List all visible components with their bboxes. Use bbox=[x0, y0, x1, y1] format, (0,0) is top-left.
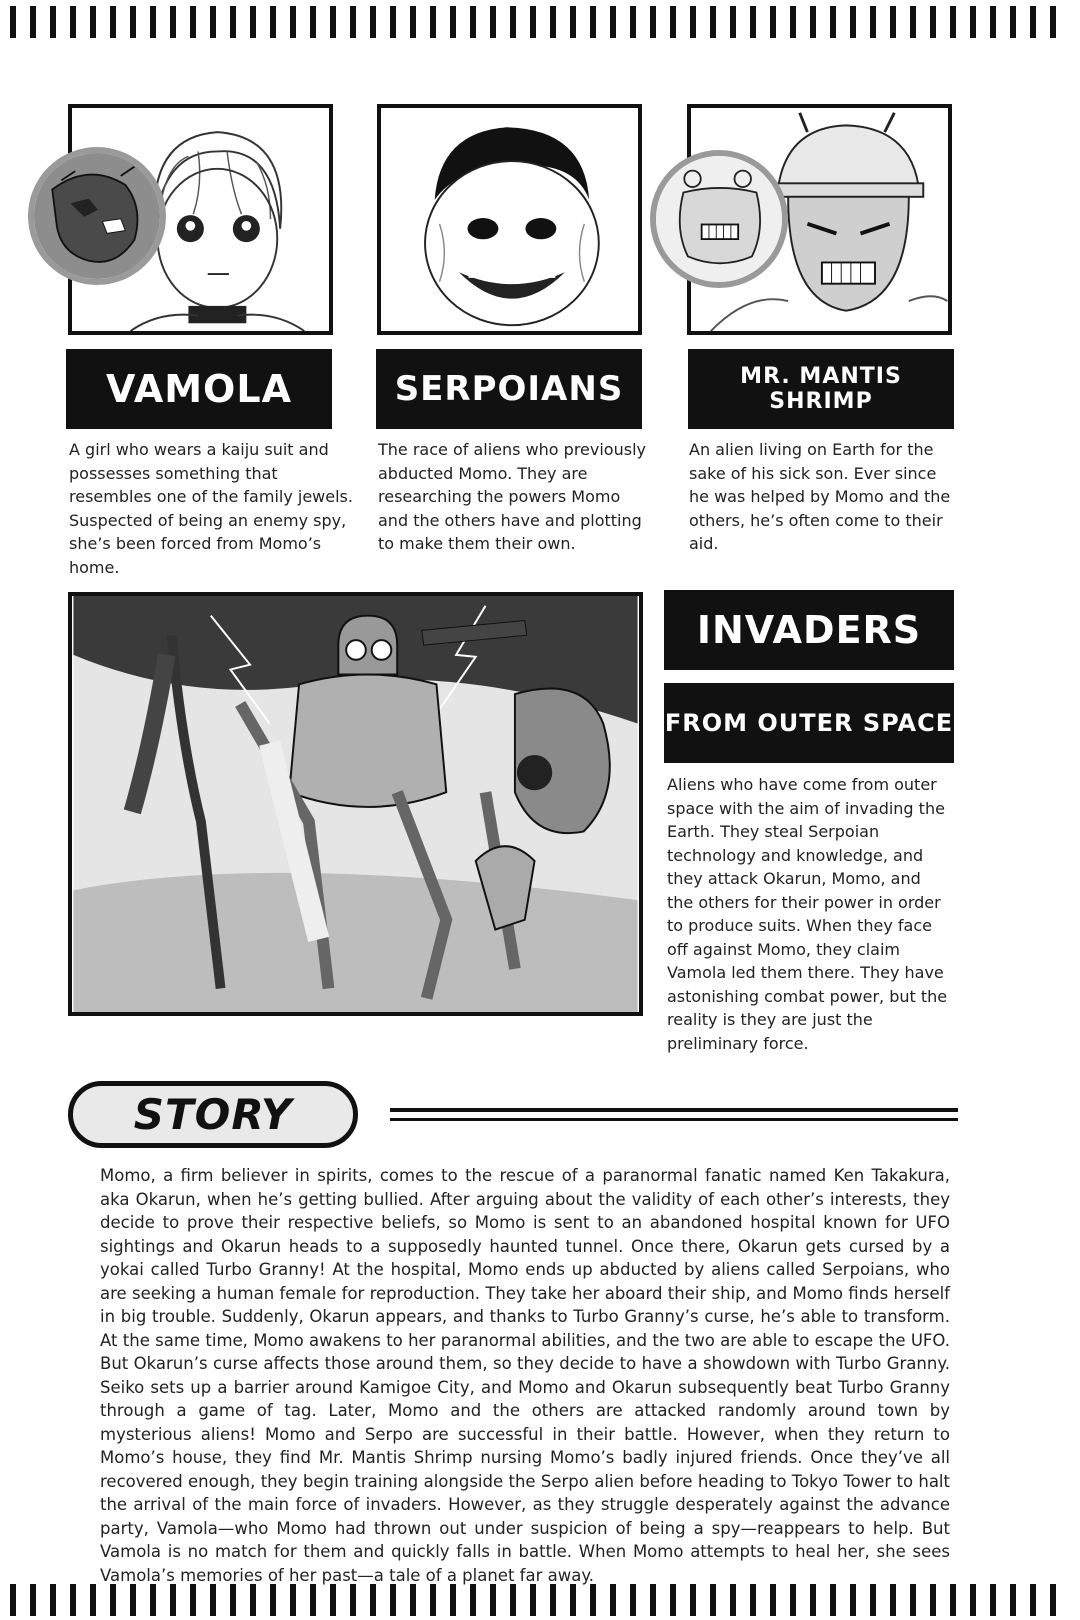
kaiju-illustration bbox=[34, 153, 160, 279]
invaders-title-bar bbox=[664, 590, 954, 670]
story-heading: STORY bbox=[133, 1090, 293, 1139]
story-rule-top bbox=[390, 1108, 958, 1112]
story-heading-pill bbox=[68, 1081, 358, 1148]
story-text: Momo, a firm believer in spirits, comes to the rescue of a paranormal fanatic named Ken Takakura, aka Okarun, when he’s getting bullied. After arguing about the validity of each other’s interests, they decide to prove their respective beliefs, so Momo is sent to an abandoned hospital known for UFO sightings and Okarun heads to a supposedly haunted tunnel. Once there, Okarun gets cursed by a yokai called Turbo Granny! At the hospital, Momo ends up abducted by aliens called Serpoians, who are seeking a human female for reproduction. They take her aboard their ship, and Momo finds herself in big trouble. Suddenly, Okarun appears, and thanks to Turbo Granny’s curse, he’s able to transform. At the same time, Momo awakens to her paranormal abilities, and the two are able to escape the UFO. But Okarun’s curse affects those around them, so they decide to have a showdown with Turbo Granny. Seiko sets up a barrier around Kamigoe City, and Momo and Okarun subsequently beat Turbo Granny through a game of tag. Later, Momo and the others are attacked randomly around town by mysterious aliens! Momo and Serpo are successful in their battle. However, when they return to Momo’s house, they find Mr. Mantis Shrimp nursing Momo’s badly injured friends. Once they’ve all recovered enough, they begin training alongside the Serpo alien before heading to Tokyo Tower to halt the arrival of the main force of invaders. However, as they struggle desperately against the advance party, Vamola—who Momo had thrown out under suspicion of being a spy—reappears to help. But Vamola is no match for them and quickly falls in battle. When Momo attempts to heal her, she sees Vamola’s memories of her past—a tale of a planet far away. bbox=[100, 1166, 950, 1585]
serpoian-illustration bbox=[381, 108, 638, 331]
invaders-battle-illustration bbox=[72, 596, 639, 1012]
serpoians-name: SERPOIANS bbox=[394, 369, 624, 409]
vamola-name: VAMOLA bbox=[106, 367, 292, 411]
vamola-description: A girl who wears a kaiju suit and possesses something that resembles one of the family jewels. Suspected of being an enemy spy, she’s been forced from Momo’s home. bbox=[69, 440, 353, 577]
invaders-description: Aliens who have come from outer space with the aim of invading the Earth. They steal Serpoian technology and knowledge, and they attack Okarun, Momo, and the others for their power in order to produce suits. When they face off against Momo, they claim Vamola led them there. They have astonishing combat power, but the reality is they are just the preliminary force. bbox=[667, 775, 948, 1053]
alien-mask-illustration bbox=[656, 156, 782, 282]
story-rule-bottom bbox=[390, 1118, 958, 1121]
serpoians-portrait bbox=[377, 104, 642, 335]
mantis-shrimp-description: An alien living on Earth for the sake of his sick son. Ever since he was helped by Momo and the others, he’s often come to their aid. bbox=[689, 440, 951, 553]
invaders-title-line1: INVADERS bbox=[696, 608, 922, 652]
serpoians-name-bar bbox=[376, 349, 642, 429]
vamola-name-bar bbox=[66, 349, 332, 429]
invaders-subtitle-bar bbox=[664, 683, 954, 763]
invaders-battle-panel bbox=[68, 592, 643, 1016]
invaders-title-line2: FROM OUTER SPACE bbox=[664, 709, 954, 737]
serpoians-description: The race of aliens who previously abducted Momo. They are researching the powers Momo and the others have and plotting to make them their own. bbox=[378, 440, 646, 553]
mantis-shrimp-name-bar bbox=[688, 349, 954, 429]
bottom-stripe-border bbox=[10, 1584, 1070, 1616]
vamola-kaiju-inset bbox=[28, 147, 166, 285]
mantis-shrimp-inset bbox=[650, 150, 788, 288]
top-stripe-border bbox=[10, 6, 1070, 38]
mantis-shrimp-name: MR. MANTIS SHRIMP bbox=[740, 364, 902, 414]
